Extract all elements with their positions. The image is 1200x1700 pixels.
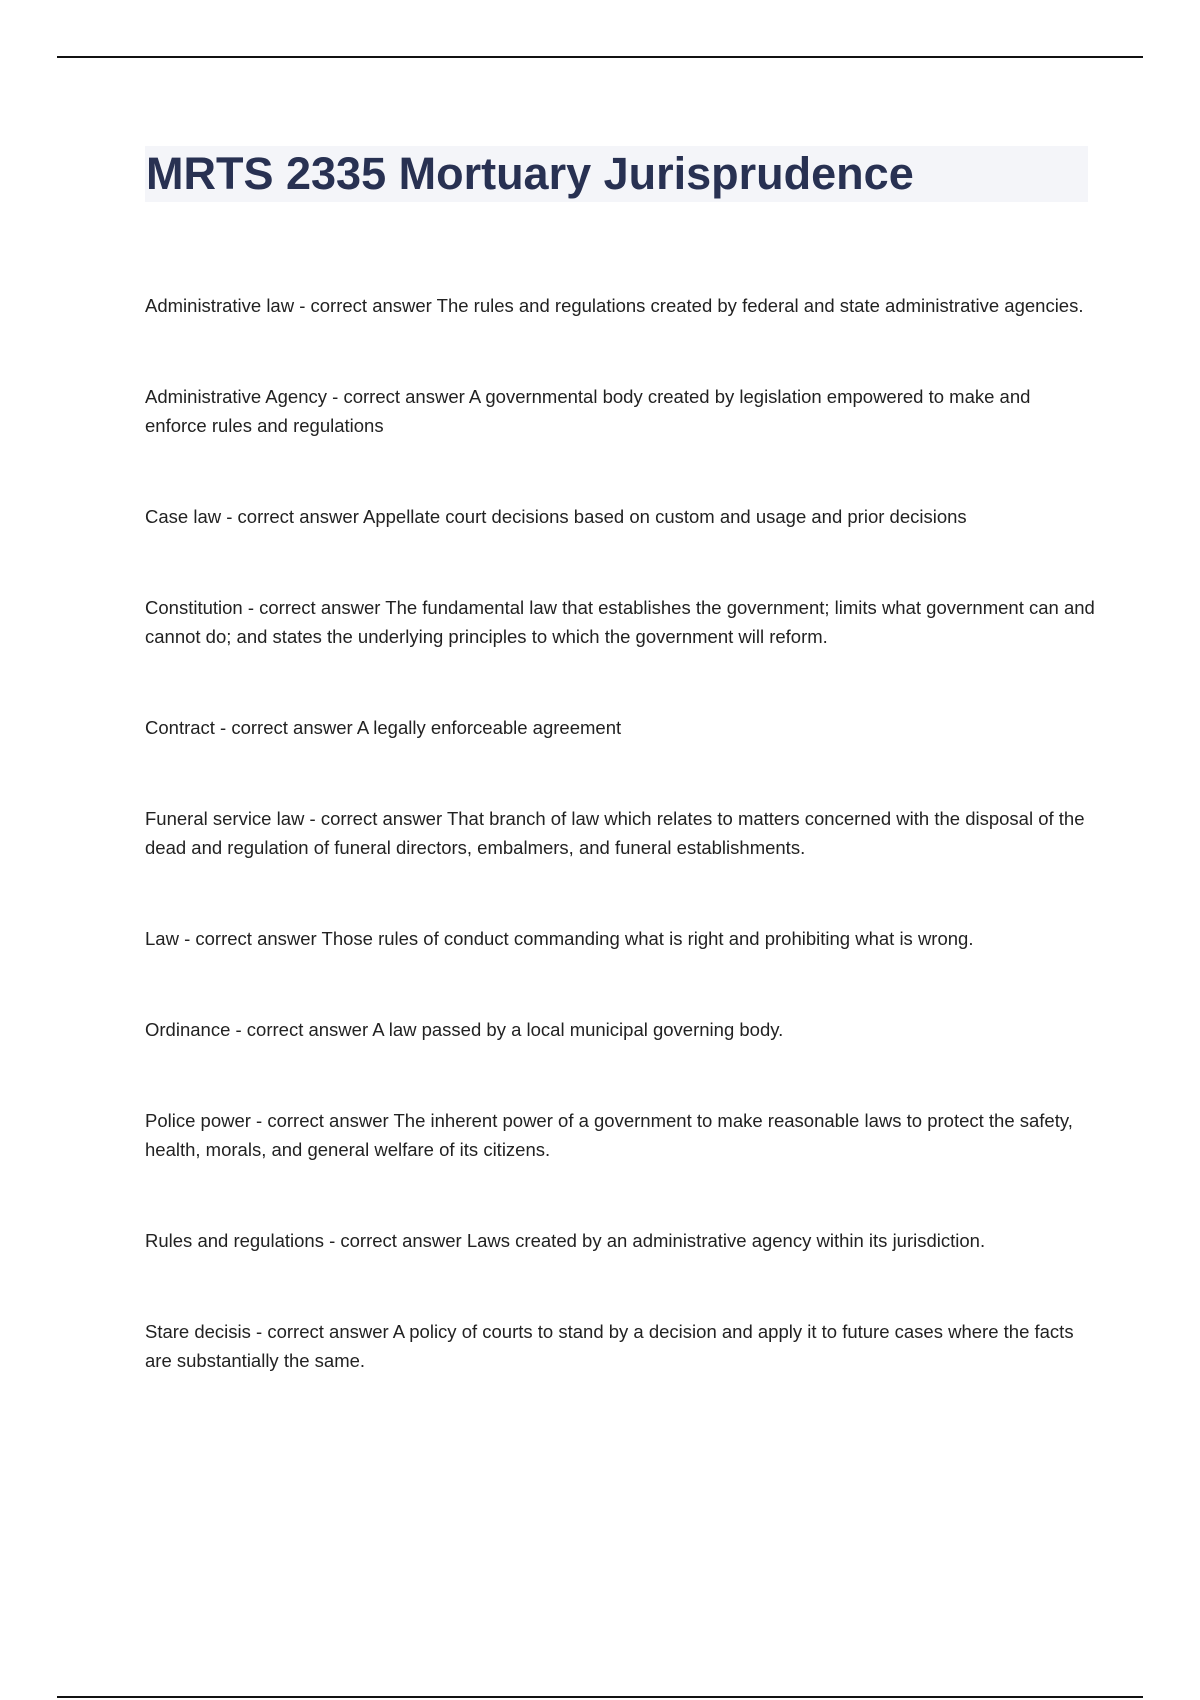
glossary-list [145, 291, 1095, 1437]
entry-term: Case law [145, 506, 222, 527]
entry-term: Rules and regulations [145, 1230, 324, 1251]
entry-answer: A legally enforceable agreement [356, 717, 622, 738]
entry-separator: - correct answer [327, 386, 469, 407]
glossary-entry [145, 1317, 1095, 1375]
entry-term: Ordinance [145, 1019, 231, 1040]
entry-answer: The inherent power of a government to make reasonable laws to protect the safety, health, morals, and general welfare of its citizens. [145, 1110, 1073, 1160]
entry-separator: - correct answer [304, 808, 447, 829]
entry-term: Administrative Agency [145, 386, 328, 407]
glossary-entry [145, 593, 1095, 651]
entry-term: Administrative law [145, 295, 295, 316]
glossary-entry [145, 1015, 1095, 1044]
glossary-entry [145, 291, 1095, 320]
glossary-entry [145, 382, 1095, 440]
entry-term: Law [145, 928, 179, 949]
entry-answer: A governmental body created by legislation empowered to make and enforce rules and regulations [145, 386, 1031, 436]
glossary-entry [145, 1226, 1095, 1255]
entry-answer: The fundamental law that establishes the government; limits what government can and cannot do; and states the underlying principles to which the government will reform. [145, 597, 1095, 647]
glossary-entry [145, 713, 1095, 742]
entry-separator: - correct answer [294, 295, 437, 316]
entry-term: Contract [145, 717, 215, 738]
entry-answer: That branch of law which relates to matters concerned with the disposal of the dead and regulation of funeral directors, embalmers, and funeral establishments. [145, 808, 1085, 858]
entry-answer: A policy of courts to stand by a decision and apply it to future cases where the facts are substantially the same. [145, 1321, 1074, 1371]
entry-separator: - correct answer [323, 1230, 467, 1251]
glossary-entry [145, 804, 1095, 862]
glossary-entry [145, 502, 1095, 531]
entry-term: Funeral service law [145, 808, 305, 829]
entry-separator: - correct answer [178, 928, 322, 949]
entry-term: Constitution [145, 597, 243, 618]
entry-answer: Laws created by an administrative agency within its jurisdiction. [466, 1230, 986, 1251]
entry-term: Stare decisis [145, 1321, 251, 1342]
entry-answer: A law passed by a local municipal governing body. [372, 1019, 784, 1040]
entry-term: Police power [145, 1110, 251, 1131]
entry-separator: - correct answer [214, 717, 357, 738]
entry-separator: - correct answer [221, 506, 363, 527]
footer-rule [57, 1696, 1143, 1698]
glossary-entry [145, 924, 1095, 953]
entry-answer: Those rules of conduct commanding what is right and prohibiting what is wrong. [321, 928, 974, 949]
entry-separator: - correct answer [242, 597, 386, 618]
entry-separator: - correct answer [250, 1110, 394, 1131]
document-title: MRTS 2335 Mortuary Jurisprudence [146, 148, 914, 199]
entry-separator: - correct answer [250, 1321, 393, 1342]
entry-answer: The rules and regulations created by federal and state administrative agencies. [436, 295, 1084, 316]
header-rule [57, 56, 1143, 58]
entry-answer: Appellate court decisions based on custom and usage and prior decisions [362, 506, 967, 527]
glossary-entry [145, 1106, 1095, 1164]
entry-separator: - correct answer [230, 1019, 373, 1040]
